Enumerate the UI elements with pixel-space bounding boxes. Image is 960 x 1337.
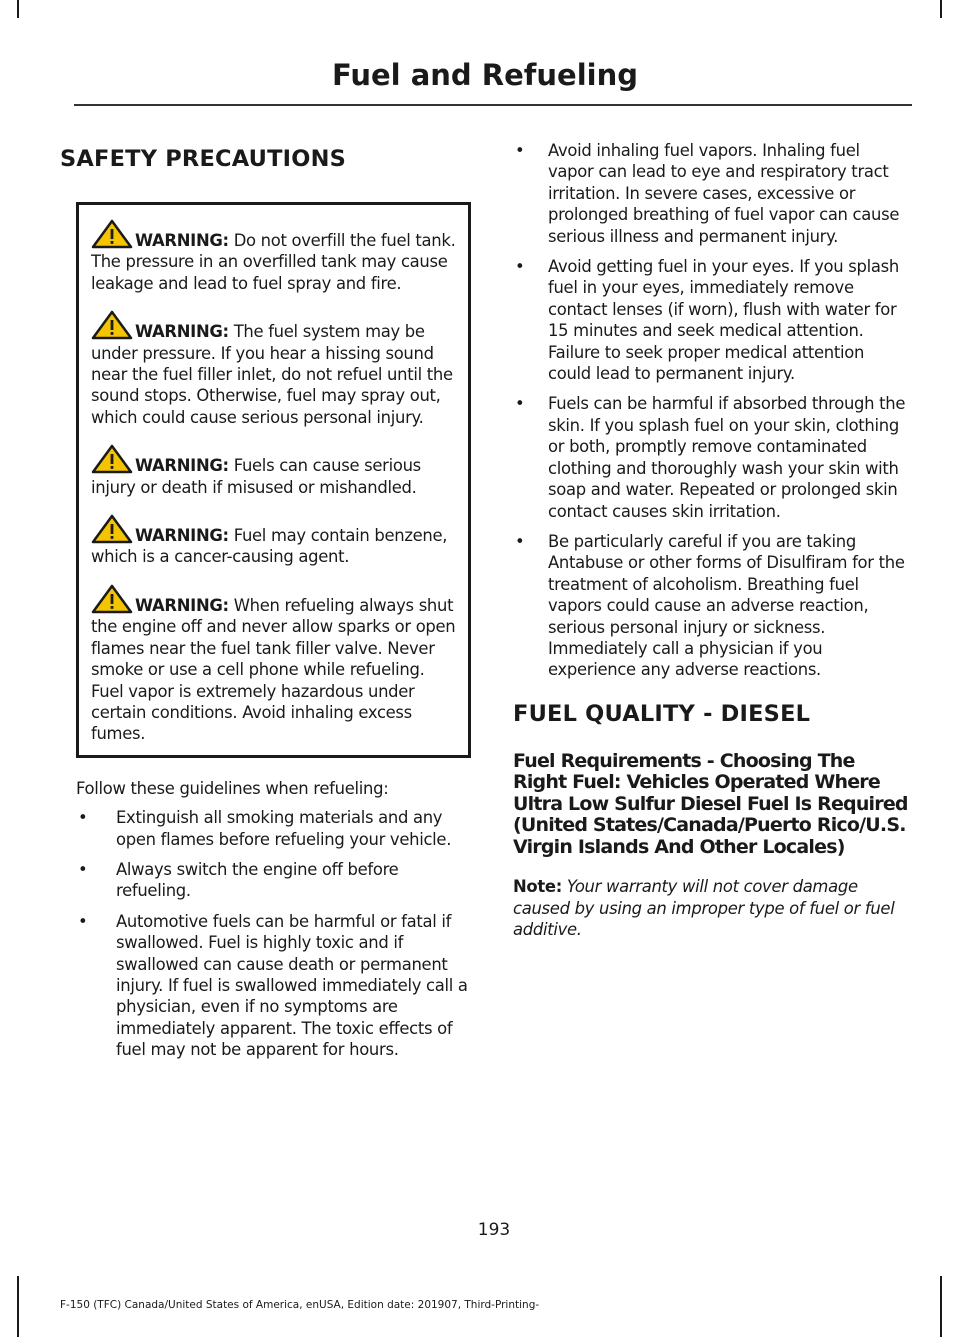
list-item xyxy=(76,859,475,902)
warning-label: WARNING: xyxy=(135,322,229,342)
warning-label: WARNING: xyxy=(135,456,229,476)
header-divider xyxy=(74,104,912,106)
list-item xyxy=(76,911,475,1061)
list-item xyxy=(513,140,908,247)
bullet-marker: • xyxy=(78,808,88,828)
section-title-safety: SAFETY PRECAUTIONS xyxy=(60,146,347,172)
list-item-text: Fuels can be harmful if absorbed through the skin. If you splash fuel on your skin, clothing or both, promptly remove contaminated clothing and thoroughly wash your skin with soap and water. Repeated or prolonged skin contact causes skin irritation. xyxy=(548,394,906,521)
warning-item xyxy=(91,219,460,294)
warning-text: The fuel system may be under pressure. If you hear a hissing sound near the fuel filler inlet, do not refuel until the sound stops. Otherwise, fuel may spray out, which could cause serious personal injury. xyxy=(91,322,453,427)
warning-triangle-icon xyxy=(91,444,133,474)
crop-mark-top-right xyxy=(940,0,942,18)
note-paragraph xyxy=(513,876,908,940)
warning-item xyxy=(91,444,460,498)
list-item-text: Extinguish all smoking materials and any open flames before refueling your vehicle. xyxy=(116,808,452,849)
fuel-hazards-list xyxy=(513,140,908,681)
list-item-text: Be particularly careful if you are taking Antabuse or other forms of Disulfiram for the treatment of alcoholism. Breathing fuel vapors could cause an adverse reaction, serious personal injury or sickness. Immediately call a physician if you experience any adverse reactions. xyxy=(548,531,905,680)
note-label: Note: xyxy=(513,877,562,897)
page-number: 193 xyxy=(477,1220,511,1240)
right-column xyxy=(513,140,908,957)
subsection-title-fuel-requirements: Fuel Requirements - Choosing The Right Fuel: Vehicles Operated Where Ultra Low Sulfur Diesel Fuel Is Required (United States/Canada/Puerto Rico/U.S. Virgin Islands And Other Locales) xyxy=(513,749,908,858)
bullet-marker: • xyxy=(515,394,525,414)
warning-item xyxy=(91,584,460,745)
list-item-text: Always switch the engine off before refueling. xyxy=(116,859,399,901)
warning-triangle-icon xyxy=(91,584,133,614)
warning-box xyxy=(76,202,471,758)
bullet-marker: • xyxy=(515,531,525,551)
refueling-intro: Follow these guidelines when refueling: xyxy=(76,778,389,798)
crop-mark-bottom-left xyxy=(17,1276,19,1337)
list-item xyxy=(76,807,475,850)
list-item xyxy=(513,393,908,521)
bullet-marker: • xyxy=(515,141,525,160)
list-item-text: Avoid inhaling fuel vapors. Inhaling fuel vapor can lead to eye and respiratory tract irritation. In severe cases, excessive or prolonged breathing of fuel vapor can cause serious illness and permanent injury. xyxy=(548,141,900,246)
list-item-text: Avoid getting fuel in your eyes. If you splash fuel in your eyes, immediately remove contact lenses (if worn), flush with water for 15 minutes and seek medical attention. Failure to seek proper medical attention could lead to permanent injury. xyxy=(548,257,899,384)
list-item-text: Automotive fuels can be harmful or fatal if swallowed. Fuel is highly toxic and if swallowed can cause death or permanent injury. If fuel is swallowed immediately call a physician, even if no symptoms are immediately apparent. The toxic effects of fuel may not be apparent for hours. xyxy=(116,911,468,1060)
warning-text: Fuel may contain benzene, which is a cancer-causing agent. xyxy=(91,526,448,567)
page-header-title: Fuel and Refueling xyxy=(331,58,638,92)
bullet-marker: • xyxy=(78,911,88,931)
warning-triangle-icon xyxy=(91,310,133,340)
bullet-marker: • xyxy=(78,859,88,879)
warning-label: WARNING: xyxy=(135,595,229,615)
warning-triangle-icon xyxy=(91,219,133,249)
crop-mark-top-left xyxy=(17,0,19,18)
section-title-fuel-quality: FUEL QUALITY - DIESEL xyxy=(513,700,811,727)
page-footer: F-150 (TFC) Canada/United States of America, enUSA, Edition date: 201907, Third-Printing- xyxy=(60,1299,540,1311)
warning-label: WARNING: xyxy=(135,231,229,250)
warning-label: WARNING: xyxy=(135,526,229,546)
warning-text: Do not overfill the fuel tank. The pressure in an overfilled tank may cause leakage and lead to fuel spray and fire. xyxy=(91,231,456,293)
warning-item xyxy=(91,310,460,428)
list-item xyxy=(513,256,908,384)
warning-item xyxy=(91,514,460,568)
warning-text: When refueling always shut the engine off and never allow sparks or open flames near the fuel tank filler valve. Never smoke or use a cell phone while refueling. Fuel vapor is extremely hazardous under certain conditions. Avoid inhaling excess fumes. xyxy=(91,595,456,744)
list-item xyxy=(513,531,908,681)
refueling-guidelines-list xyxy=(60,807,475,1060)
warning-text: Fuels can cause serious injury or death if misused or mishandled. xyxy=(91,456,421,497)
left-column xyxy=(60,140,475,1070)
bullet-marker: • xyxy=(515,257,525,277)
note-text: Your warranty will not cover damage caused by using an improper type of fuel or fuel additive. xyxy=(513,877,895,940)
crop-mark-bottom-right xyxy=(940,1276,942,1337)
warning-triangle-icon xyxy=(91,514,133,544)
